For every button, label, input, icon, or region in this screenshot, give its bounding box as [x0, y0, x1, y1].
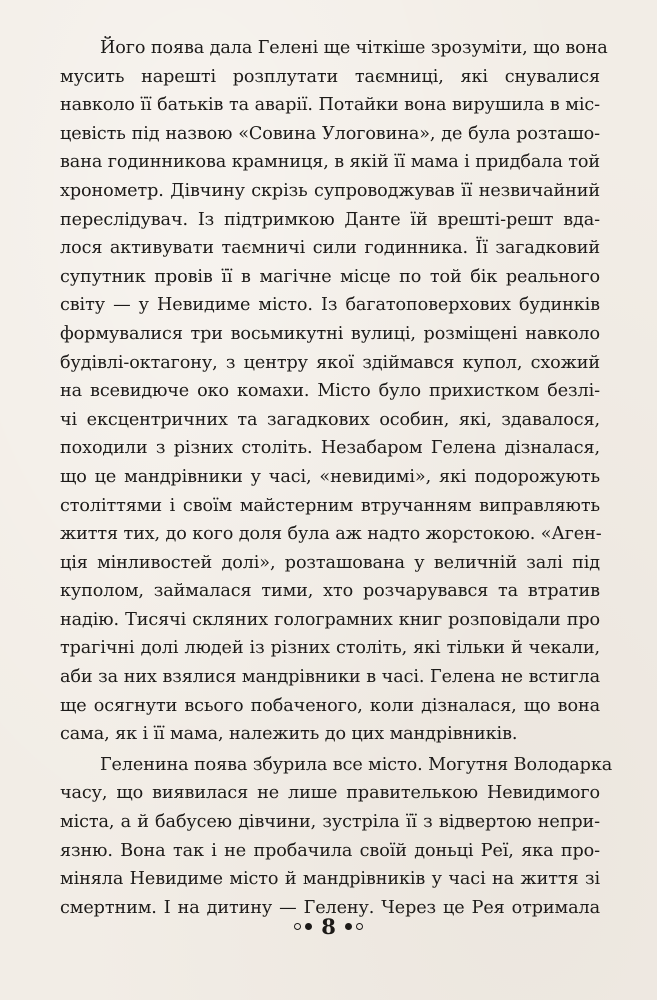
text-line: чі ексцентричних та загадкових особин, які, здавалося,: [60, 409, 600, 430]
paragraph-1: [60, 34, 608, 749]
text-line: навколо її батьків та аварії. Потайки вона вирушила в міс-: [60, 95, 600, 116]
folio-open-dot-icon: [356, 923, 363, 930]
text-line: супутник провів її в магічне місце по той бік реального: [60, 266, 600, 287]
text-line: надію. Тисячі скляних голограмних книг розповідали про: [60, 609, 600, 630]
page-folio: [0, 914, 657, 939]
text-line: що це мандрівники у часі, «невидимі», які подорожують: [60, 466, 600, 487]
text-line: сама, як і її мама, належить до цих мандрівників.: [60, 724, 518, 745]
text-line: куполом, займалася тими, хто розчарувався та втратив: [60, 581, 600, 602]
text-line: мусить нарешті розплутати таємниці, які снувалися: [60, 66, 600, 87]
text-line: світу — у Невидиме місто. Із багатоповерхових будинків: [60, 295, 600, 316]
text-line: століттями і своїм майстерним втручанням виправляють: [60, 495, 600, 516]
text-line: ще осягнути всього побаченого, коли дізналася, що вона: [60, 695, 600, 716]
text-line: вана годинникова крамниця, в якій її мама і придбала той: [60, 152, 600, 173]
text-line: Його поява дала Гелені ще чіткіше зрозуміти, що вона: [100, 38, 608, 58]
text-line: на всевидюче око комахи. Місто було прихистком безлі-: [60, 381, 600, 402]
text-line: життя тих, до кого доля була аж надто жорстокою. «Аген-: [60, 524, 602, 545]
text-line: походили з різних століть. Незабаром Гелена дізналася,: [60, 438, 600, 459]
folio-open-dot-icon: [294, 923, 301, 930]
text-line: міняла Невидиме місто й мандрівників у часі на життя зі: [60, 869, 600, 890]
page-number: 8: [321, 914, 336, 939]
text-line: часу, що виявилася не лише правителькою Невидимого: [60, 783, 600, 804]
text-line: язню. Вона так і не пробачила своїй доньці Реї, яка про-: [60, 840, 600, 861]
text-line: переслідувач. Із підтримкою Данте їй врешті-решт вда-: [60, 209, 600, 230]
text-line: хронометр. Дівчину скрізь супроводжував її незвичайний: [60, 180, 600, 201]
text-line: будівлі-октагону, з центру якої здіймався купол, схожий: [60, 352, 600, 373]
text-line: міста, а й бабусею дівчини, зустріла її з відвертою непри-: [60, 812, 600, 833]
text-line: смертним. І на дитину — Гелену. Через це Рея отримала: [60, 897, 600, 918]
text-line: ція мінливостей долі», розташована у величній залі під: [60, 552, 600, 573]
paragraph-2: [60, 751, 613, 923]
text-line: Геленина поява збурила все місто. Могутня Володарка: [100, 754, 613, 775]
text-line: трагічні долі людей із різних століть, які тільки й чекали,: [60, 638, 600, 659]
text-line: лося активувати таємничі сили годинника. Її загадковий: [60, 238, 600, 259]
text-line: аби за них взялися мандрівники в часі. Гелена не встигла: [60, 667, 600, 688]
folio-filled-dot-icon: [305, 923, 312, 930]
text-line: цевість під назвою «Совина Улоговина», де була розташо-: [60, 123, 600, 144]
text-line: формувалися три восьмикутні вулиці, розміщені навколо: [60, 323, 600, 344]
body-text: [60, 34, 613, 922]
folio-filled-dot-icon: [345, 923, 352, 930]
